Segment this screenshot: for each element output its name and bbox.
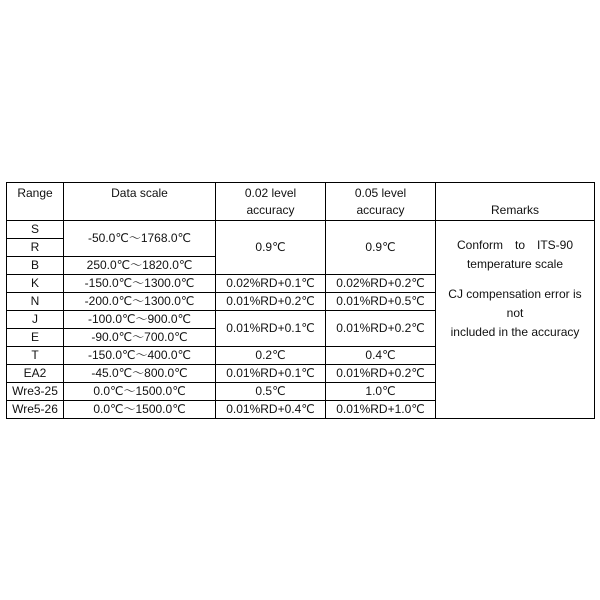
remarks-spacer	[440, 274, 590, 285]
header-005-accuracy	[326, 183, 436, 221]
range-cell-k: K	[7, 275, 64, 293]
scale-cell-t: -150.0℃～400.0℃	[64, 347, 216, 365]
acc005-cell-t: 0.4℃	[326, 347, 436, 365]
acc002-cell-t: 0.2℃	[216, 347, 326, 365]
header-005-line2: accuracy	[356, 203, 405, 217]
acc005-cell-je: 0.01%RD+0.2℃	[326, 311, 436, 347]
acc002-cell-k: 0.02%RD+0.1℃	[216, 275, 326, 293]
table-header-row	[7, 183, 595, 221]
header-range: Range	[7, 183, 64, 221]
remarks-line4: included in the accuracy	[450, 325, 580, 339]
scale-cell-e: -90.0℃～700.0℃	[64, 329, 216, 347]
accuracy-spec-table	[6, 182, 595, 419]
acc005-cell-wre3-25: 1.0℃	[326, 383, 436, 401]
header-data-scale: Data scale	[64, 183, 216, 221]
range-cell-r: R	[7, 239, 64, 257]
remarks-cell	[436, 221, 595, 419]
header-002-accuracy	[216, 183, 326, 221]
range-cell-wre3-25: Wre3-25	[7, 383, 64, 401]
range-cell-ea2: EA2	[7, 365, 64, 383]
header-002-line1: 0.02 level	[244, 186, 297, 200]
acc005-cell-wre5-26: 0.01%RD+1.0℃	[326, 401, 436, 419]
acc005-cell-k: 0.02%RD+0.2℃	[326, 275, 436, 293]
scale-cell-wre5-26: 0.0℃～1500.0℃	[64, 401, 216, 419]
acc002-cell-ea2: 0.01%RD+0.1℃	[216, 365, 326, 383]
acc002-cell-wre3-25: 0.5℃	[216, 383, 326, 401]
scale-cell-b: 250.0℃～1820.0℃	[64, 257, 216, 275]
scale-cell-j: -100.0℃～900.0℃	[64, 311, 216, 329]
acc005-cell-n: 0.01%RD+0.5℃	[326, 293, 436, 311]
acc005-cell-ea2: 0.01%RD+0.2℃	[326, 365, 436, 383]
acc005-cell-srb: 0.9℃	[326, 221, 436, 275]
remarks-line2: temperature scale	[466, 257, 564, 271]
acc002-cell-wre5-26: 0.01%RD+0.4℃	[216, 401, 326, 419]
range-cell-j: J	[7, 311, 64, 329]
acc002-cell-n: 0.01%RD+0.2℃	[216, 293, 326, 311]
scale-cell-sr: -50.0℃～1768.0℃	[64, 221, 216, 257]
header-002-line2: accuracy	[246, 203, 295, 217]
range-cell-s: S	[7, 221, 64, 239]
acc002-cell-je: 0.01%RD+0.1℃	[216, 311, 326, 347]
scale-cell-wre3-25: 0.0℃～1500.0℃	[64, 383, 216, 401]
header-005-line1: 0.05 level	[354, 186, 407, 200]
scale-cell-ea2: -45.0℃～800.0℃	[64, 365, 216, 383]
range-cell-b: B	[7, 257, 64, 275]
remarks-line3: CJ compensation error is not	[448, 287, 582, 320]
table-row	[7, 221, 595, 239]
range-cell-t: T	[7, 347, 64, 365]
range-cell-e: E	[7, 329, 64, 347]
acc002-cell-srb: 0.9℃	[216, 221, 326, 275]
header-remarks: Remarks	[436, 183, 595, 221]
scale-cell-k: -150.0℃～1300.0℃	[64, 275, 216, 293]
range-cell-wre5-26: Wre5-26	[7, 401, 64, 419]
range-cell-n: N	[7, 293, 64, 311]
scale-cell-n: -200.0℃～1300.0℃	[64, 293, 216, 311]
remarks-line1: Conform to ITS-90	[457, 238, 573, 252]
